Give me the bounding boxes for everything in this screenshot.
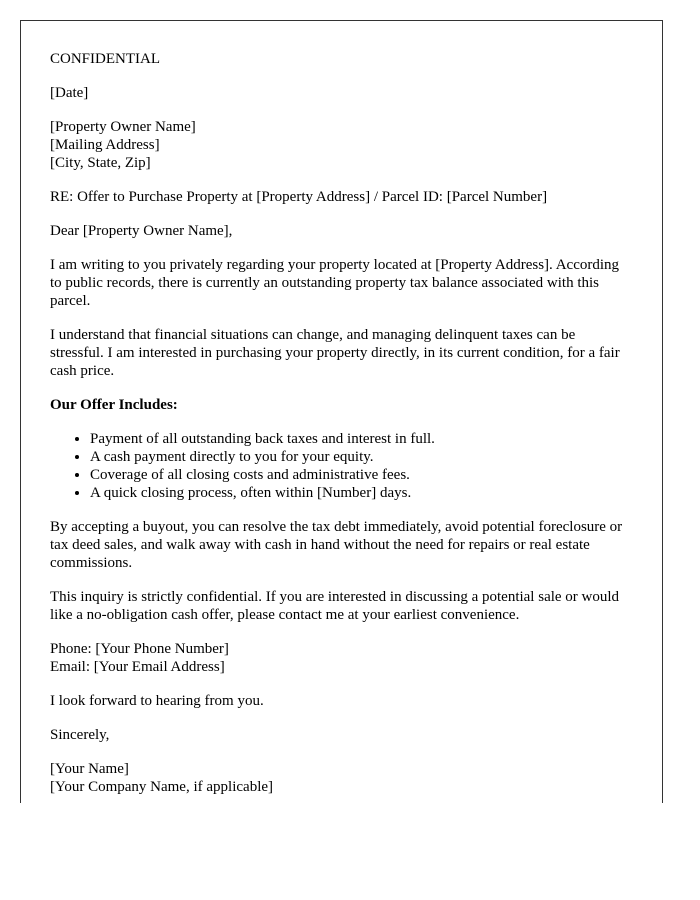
paragraph-intro: I am writing to you privately regarding your property located at [Property Address]. According to public records, there is currently an outstanding property tax balance associated with this parcel. — [50, 257, 620, 309]
closing-line: I look forward to hearing from you. — [50, 693, 264, 709]
signature-block — [50, 760, 632, 796]
offer-list — [50, 430, 632, 502]
contact-info — [50, 640, 632, 676]
confidential-header: CONFIDENTIAL — [50, 51, 160, 67]
phone: Phone: [Your Phone Number] — [50, 641, 229, 657]
letter-page — [20, 20, 663, 803]
subject-line: RE: Offer to Purchase Property at [Property Address] / Parcel ID: [Parcel Number] — [50, 189, 548, 205]
date: [Date] — [50, 85, 89, 101]
offer-item: • A quick closing process, often within [Number] days. — [90, 484, 632, 502]
paragraph-benefits: By accepting a buyout, you can resolve the tax debt immediately, avoid potential foreclosure or tax deed sales, and walk away with cash in hand without the need for repairs or real estate commissions. — [50, 519, 623, 571]
offer-heading-text: Our Offer Includes: — [50, 397, 178, 413]
offer-item: • A cash payment directly to you for your equity. — [90, 448, 632, 466]
recipient-address — [50, 118, 632, 172]
offer-item: • Payment of all outstanding back taxes and interest in full. — [90, 430, 632, 448]
sender-name: [Your Name] — [50, 761, 129, 777]
paragraph-confidential: This inquiry is strictly confidential. If you are interested in discussing a potential sale or would like a no-obligation cash offer, please contact me at your earliest convenience. — [50, 589, 620, 623]
salutation: Dear [Property Owner Name], — [50, 223, 233, 239]
offer-item: • Coverage of all closing costs and administrative fees. — [90, 466, 632, 484]
paragraph-interest: I understand that financial situations can change, and managing delinquent taxes can be stressful. I am interested in purchasing your property directly, in its current condition, for a fair cash price. — [50, 327, 620, 379]
email: Email: [Your Email Address] — [50, 659, 225, 675]
recipient-city-state-zip: [City, State, Zip] — [50, 155, 151, 171]
sender-company: [Your Company Name, if applicable] — [50, 779, 274, 795]
recipient-name: [Property Owner Name] — [50, 119, 196, 135]
offer-heading — [50, 396, 632, 414]
signoff: Sincerely, — [50, 727, 110, 743]
recipient-mailing-address: [Mailing Address] — [50, 137, 160, 153]
